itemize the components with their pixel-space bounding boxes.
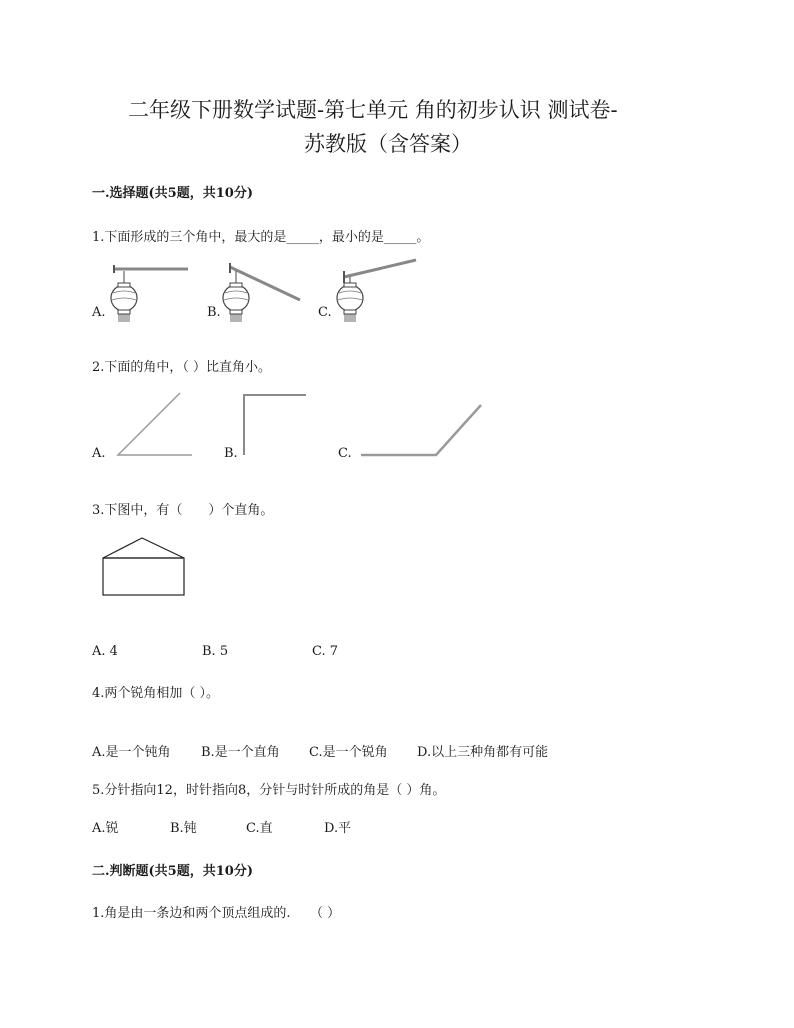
page-title-line1: 二年级下册数学试题-第七单元 角的初步认识 测试卷- (128, 98, 618, 122)
q4-option-c[interactable]: C.是一个锐角 (309, 745, 388, 760)
question-4: 4.两个锐角相加（ ）。 (92, 686, 220, 701)
q3-option-c[interactable]: C. 7 (312, 644, 339, 659)
q5-option-b[interactable]: B.钝 (170, 821, 197, 836)
q1-option-c[interactable]: C. (318, 305, 332, 320)
lantern-figures (100, 255, 430, 325)
q2-option-a[interactable]: A. (92, 446, 106, 461)
section-heading-judgement: 二.判断题(共5题，共10分) (92, 864, 253, 879)
lantern-figure-b (223, 263, 300, 322)
q2-option-c[interactable]: C. (338, 446, 352, 461)
page-title-line2: 苏教版（含答案） (304, 132, 472, 156)
house-shape-figure (98, 533, 198, 603)
lantern-figure-a (111, 265, 188, 322)
q4-option-d[interactable]: D.以上三种角都有可能 (417, 745, 549, 760)
q3-option-b[interactable]: B. 5 (202, 644, 229, 659)
q3-option-a[interactable]: A. 4 (92, 644, 118, 659)
lantern-figure-c (337, 260, 416, 322)
angle-figure-b (244, 395, 306, 455)
q1-option-b[interactable]: B. (207, 305, 221, 320)
judgement-question-1: 1.角是由一条边和两个顶点组成的. （ ） (92, 906, 341, 921)
q5-option-c[interactable]: C.直 (246, 821, 273, 836)
q4-option-a[interactable]: A.是一个钝角 (92, 745, 171, 760)
question-2: 2.下面的角中，（ ）比直角小。 (92, 360, 272, 375)
q5-option-a[interactable]: A.锐 (92, 821, 119, 836)
q2-option-b[interactable]: B. (224, 446, 238, 461)
question-5: 5.分针指向12，时针指向8，分针与时针所成的角是（ ）角。 (92, 783, 446, 798)
question-1: 1.下面形成的三个角中，最大的是_____，最小的是_____。 (92, 230, 430, 245)
question-3: 3.下图中，有（ ）个直角。 (92, 503, 274, 518)
q4-option-b[interactable]: B.是一个直角 (201, 745, 280, 760)
angle-figure-c (361, 405, 481, 455)
section-heading-choice: 一.选择题(共5题，共10分) (92, 186, 253, 201)
q5-option-d[interactable]: D.平 (324, 821, 352, 836)
q1-option-a[interactable]: A. (92, 305, 106, 320)
angle-figure-a (118, 393, 192, 455)
angle-figures (100, 385, 500, 465)
